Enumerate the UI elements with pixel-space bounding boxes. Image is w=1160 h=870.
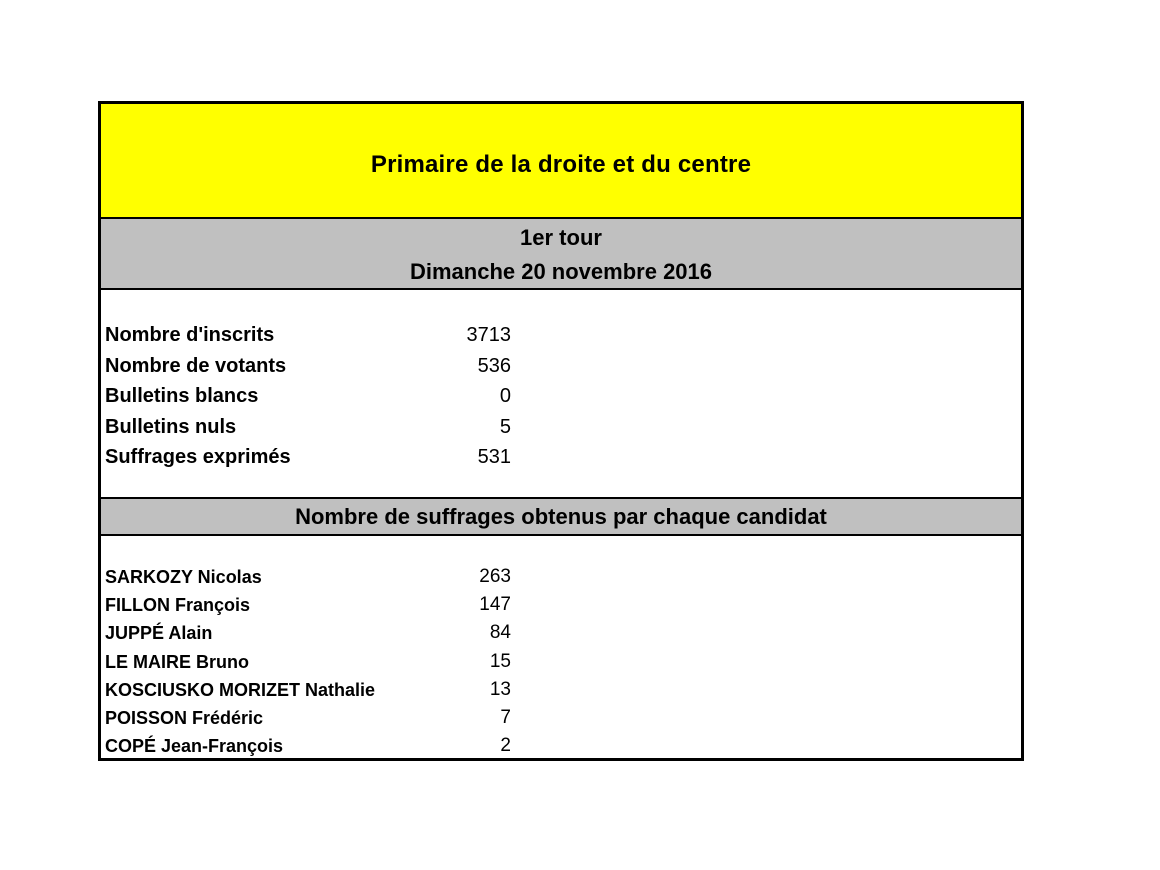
turnout-stats	[101, 320, 1021, 473]
candidate-row	[101, 619, 1021, 647]
candidate-name: LE MAIRE Bruno	[105, 651, 249, 672]
candidate-votes: 84	[489, 622, 511, 644]
stat-label: Suffrages exprimés	[105, 446, 291, 468]
candidate-votes: 13	[489, 678, 511, 700]
candidates-list	[101, 563, 1021, 760]
candidate-name: POISSON Frédéric	[105, 707, 264, 728]
stat-label: Bulletins nuls	[105, 415, 237, 438]
candidates-header	[101, 497, 1021, 536]
candidate-row	[101, 563, 1021, 591]
page-title: Primaire de la droite et du centre	[370, 150, 752, 178]
results-sheet	[98, 101, 1024, 761]
stat-label: Bulletins blancs	[105, 385, 259, 407]
candidate-name: SARKOZY Nicolas	[105, 567, 262, 587]
candidates-heading: Nombre de suffrages obtenus par chaque candidat	[295, 503, 827, 529]
candidate-votes: 7	[500, 706, 511, 728]
round-header	[101, 219, 1021, 290]
stat-row-exprimes	[101, 442, 1021, 473]
stat-row-nuls	[101, 412, 1021, 443]
candidate-row	[101, 648, 1021, 676]
stat-label: Nombre d'inscrits	[105, 324, 275, 346]
stat-value: 0	[499, 385, 511, 407]
stat-row-votants	[101, 351, 1021, 382]
stat-value: 3713	[466, 324, 511, 346]
candidate-votes: 15	[489, 650, 511, 672]
candidate-name: KOSCIUSKO MORIZET Nathalie	[105, 679, 376, 700]
candidate-row	[101, 591, 1021, 619]
stat-value: 531	[477, 446, 511, 468]
candidate-row	[101, 732, 1021, 760]
stat-label: Nombre de votants	[105, 354, 287, 377]
candidate-votes: 2	[500, 735, 511, 757]
candidate-row	[101, 704, 1021, 732]
stat-value: 536	[477, 354, 511, 377]
stat-value: 5	[499, 415, 511, 438]
candidate-name: COPÉ Jean-François	[105, 736, 284, 757]
candidate-name: JUPPÉ Alain	[105, 623, 213, 644]
round-label: 1er tour	[520, 225, 602, 250]
title-band	[101, 104, 1021, 219]
round-date: Dimanche 20 novembre 2016	[409, 259, 713, 284]
candidate-row	[101, 676, 1021, 704]
candidate-name: FILLON François	[105, 595, 251, 616]
candidate-votes: 263	[479, 566, 511, 587]
stat-row-inscrits	[101, 320, 1021, 351]
stat-row-blancs	[101, 381, 1021, 412]
candidate-votes: 147	[479, 594, 511, 616]
